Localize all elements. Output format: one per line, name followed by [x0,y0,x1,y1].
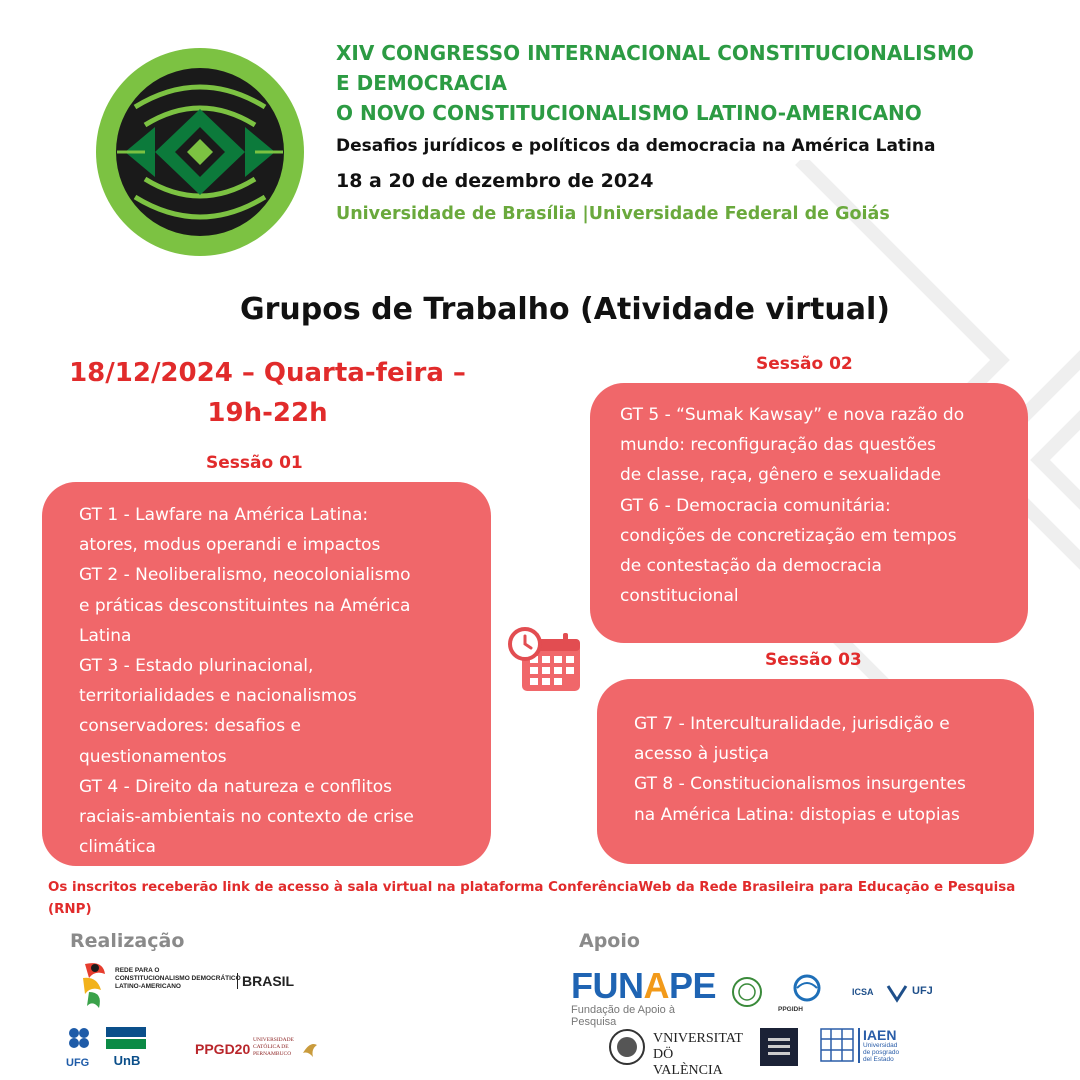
gt-line: GT 3 - Estado plurinacional, [79,656,314,677]
gt-line: GT 7 - Interculturalidade, jurisdição e [634,714,950,734]
funape-text-b: A [643,965,669,1006]
gt-line: raciais-ambientais no contexto de crise [79,807,414,828]
funape-subtitle: Fundação de Apoio à Pesquisa [571,1004,675,1028]
session-day [40,353,495,433]
funape-text-c: PE [669,965,717,1006]
valencia-text-line1: VNIVERSITAT [653,1031,743,1046]
congress-title-line1: XIV CONGRESSO INTERNACIONAL CONSTITUCIONALISMO [336,41,974,65]
ufg-logo [66,1025,96,1069]
gt-line: territorialidades e nacionalismos [79,686,357,707]
session-day-line1: 18/12/2024 – Quarta-feira – [69,358,466,388]
host-universities: Universidade de Brasília |Universidade Federal de Goiás [336,204,890,224]
ppgidh-globe-icon [792,974,822,1002]
calendar-clock-icon [508,627,582,693]
ufg-emblem-icon [66,1025,96,1055]
valencia-text-line2: DÖ VALÈNCIA [653,1047,723,1078]
ufj-logo [886,982,941,1008]
gt-line: GT 1 - Lawfare na América Latina: [79,505,369,525]
rede-text-line1: REDE PARA O [115,967,160,974]
ppgd-catolica-logo [165,1037,320,1063]
ppgidh-logo [778,974,848,1016]
iaen-text-line1: Universidad [863,1042,898,1049]
congress-title-line2: E DEMOCRACIA [336,71,507,95]
unb-emblem-icon [106,1027,146,1049]
gt-line: condições de concretização em tempos [620,525,957,546]
page-title: Grupos de Trabalho (Atividade virtual) [240,292,890,327]
session-02-box [590,383,1028,643]
ufj-emblem-icon [886,982,908,1004]
funape-text-a: FUN [571,965,644,1006]
gt-line: na América Latina: distopias e utopias [634,804,960,825]
gt-line: climática [79,837,156,858]
gt-line: mundo: reconfiguração das questões [620,435,937,456]
gt-line: GT 6 - Democracia comunitária: [620,495,891,516]
iaen-title: IAEN [863,1027,897,1043]
funape-wordmark [571,965,721,1006]
ufj-text: UFJ [912,985,933,997]
seal-logo [731,976,763,1008]
rede-text-line2: CONSTITUCIONALISMO DEMOCRÁTICO [115,975,241,982]
institute-logo [760,1028,798,1066]
gt-line: e práticas desconstituintes na América [79,595,411,616]
ufg-text: UFG [66,1057,90,1069]
gt-line: GT 5 - “Sumak Kawsay” e nova razão do [620,405,965,425]
gt-line: GT 2 - Neoliberalismo, neocolonialismo [79,565,411,586]
session-day-line2: 19h-22h [207,398,328,428]
session-02-label: Sessão 02 [756,354,853,374]
ppgd-text: PPGD20 [195,1041,251,1057]
apoio-label: Apoio [579,930,640,952]
iaen-logo [820,1028,910,1068]
valencia-logo [608,1028,743,1078]
gt-line: questionamentos [79,746,227,767]
icsa-logo: ICSA [852,987,874,997]
gt-line: GT 8 - Constitucionalismos insurgentes [634,774,966,795]
session-03-box [597,679,1034,864]
ppgidh-text: PPGIDH [778,1006,803,1013]
iaen-grid-icon [820,1028,854,1062]
rede-country: BRASIL [237,973,294,989]
congress-title-line3: O NOVO CONSTITUCIONALISMO LATINO-AMERICANO [336,101,922,125]
access-notice: Os inscritos receberão link de acesso à sala virtual na plataforma ConferênciaWeb da Rede Brasileira para Educação e Pesquisa (RNP) [48,880,1016,917]
event-date: 18 a 20 de dezembro de 2024 [336,170,654,192]
gt-line: constitucional [620,586,739,607]
catolica-bird-icon [301,1039,319,1059]
iaen-text-line3: del Estado [863,1056,894,1063]
unb-text: UnB [113,1053,141,1068]
event-header [336,38,1056,224]
session-01-box [42,482,491,866]
congress-subtitle: Desafios jurídicos e políticos da democracia na América Latina [336,136,936,156]
gt-line: conservadores: desafios e [79,716,301,737]
gt-line: GT 4 - Direito da natureza e conflitos [79,776,392,797]
congress-emblem [95,47,305,257]
rede-text-line3: LATINO-AMERICANO [115,983,181,990]
rede-emblem-icon [75,960,111,1012]
gt-line: de contestação da democracia [620,556,882,577]
gt-line: acesso à justiça [634,744,770,765]
session-01-label: Sessão 01 [206,453,303,473]
rede-constitucionalismo-logo [75,960,305,1012]
iaen-text-line2: de posgrado [863,1049,900,1056]
gt-line: de classe, raça, gênero e sexualidade [620,465,942,486]
gt-line: atores, modus operandi e impactos [79,535,381,556]
catolica-text: UNIVERSIDADE CATÓLICA DE PERNAMBUCO [253,1037,294,1057]
unb-logo [106,1027,148,1067]
valencia-seal-icon [608,1028,646,1066]
realizacao-label: Realização [70,930,185,952]
session-03-label: Sessão 03 [765,650,862,670]
gt-line: Latina [79,625,132,646]
funape-logo [571,965,721,1028]
